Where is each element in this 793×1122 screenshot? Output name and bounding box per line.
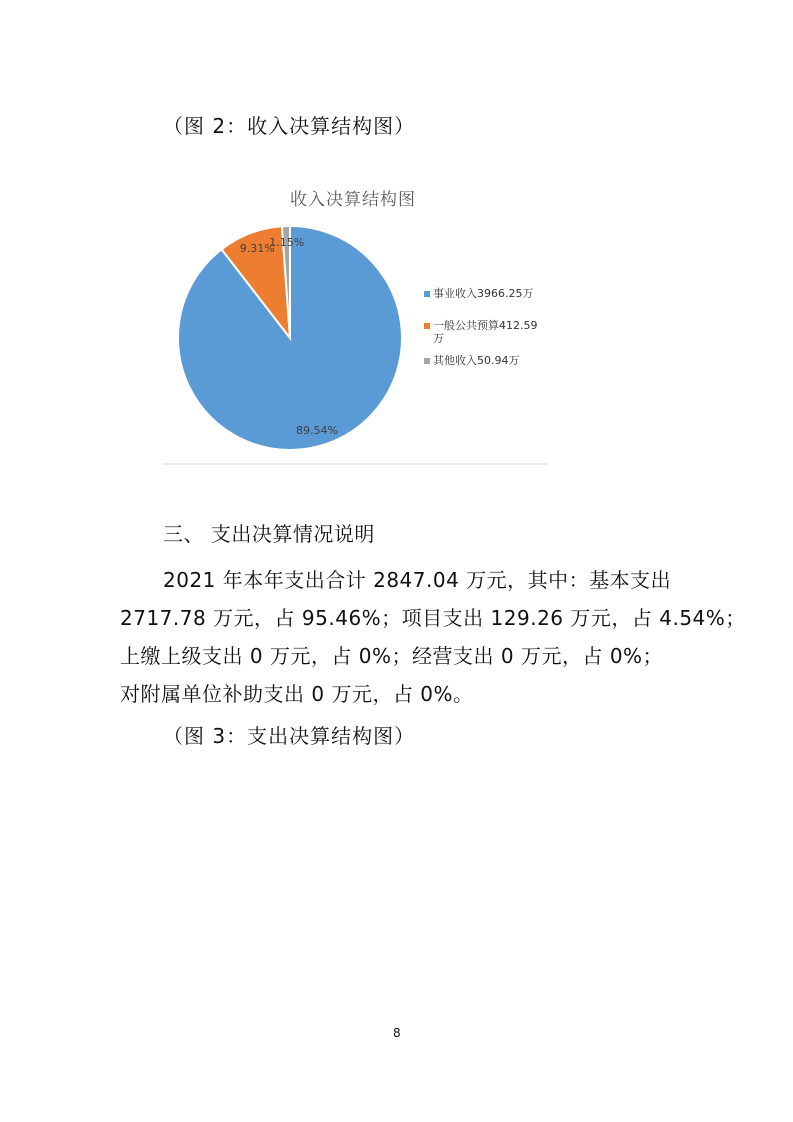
section-heading: 三、 支出决算情况说明 xyxy=(163,522,375,546)
paragraph-line-1: 2021 年本年支出合计 2847.04 万元，其中：基本支出 xyxy=(163,568,672,592)
legend-swatch-1 xyxy=(424,323,430,329)
legend-swatch-0 xyxy=(424,291,430,297)
legend-swatch-2 xyxy=(424,358,430,364)
legend-item-2: 其他收入50.94万 xyxy=(433,354,520,367)
pie-label-0: 89.54% xyxy=(296,424,338,437)
pie-label-1: 9.31% xyxy=(239,242,275,256)
chart-title: 收入决算结构图 xyxy=(290,190,416,210)
figure-3-caption: （图 3：支出决算结构图） xyxy=(163,724,416,748)
paragraph-line-4: 对附属单位补助支出 0 万元，占 0%。 xyxy=(120,682,474,706)
legend-item-1: 一般公共预算412.59万 xyxy=(433,319,538,345)
figure-2-caption: （图 2：收入决算结构图） xyxy=(163,114,416,138)
legend-item-0: 事业收入3966.25万 xyxy=(433,287,534,300)
paragraph-line-3: 上缴上级支出 0 万元，占 0%；经营支出 0 万元，占 0%； xyxy=(120,644,664,668)
pie-label-2: 1.15% xyxy=(269,236,305,250)
page-number: 8 xyxy=(393,1026,401,1040)
paragraph-line-2: 2717.78 万元，占 95.46%；项目支出 129.26 万元，占 4.54%； xyxy=(120,606,746,630)
income-pie-chart xyxy=(160,170,550,470)
